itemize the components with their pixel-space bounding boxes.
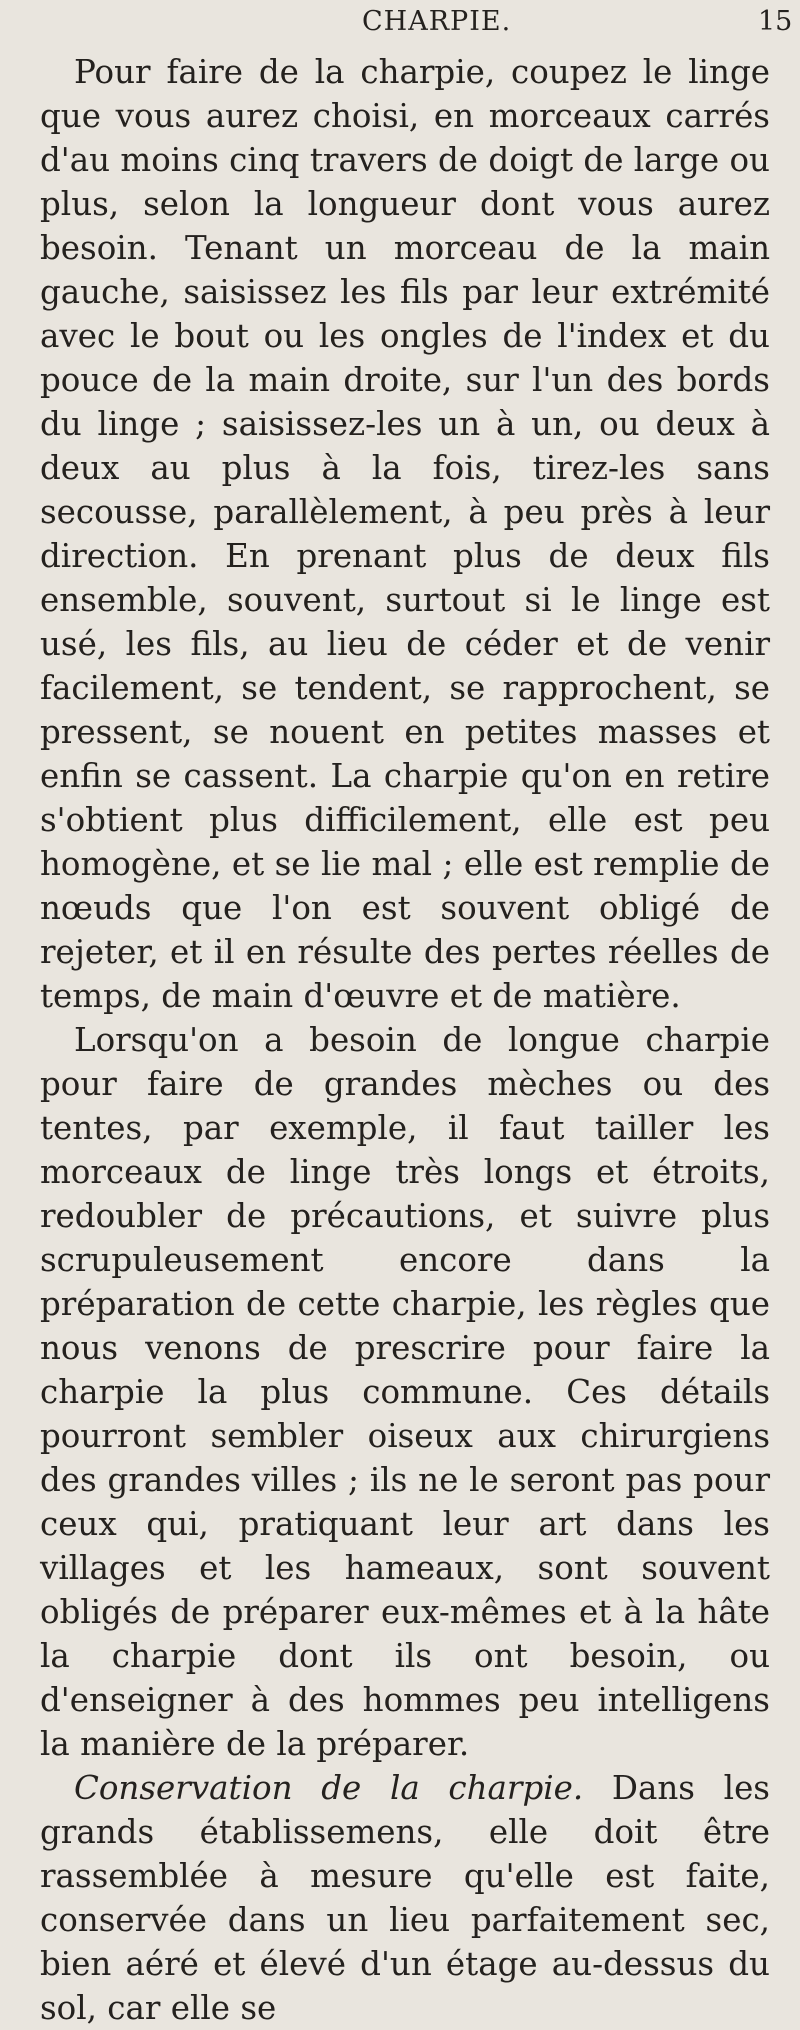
paragraph-3-text: Dans les grands établissemens, elle doit être rassemblée à mesure qu'elle est faite, conservée dans un lieu parfaitement sec, bien aéré et élevé d'un étage au-dessus du sol, car elle se <box>40 1769 770 2027</box>
running-head <box>40 0 793 50</box>
paragraph-2: Lorsqu'on a besoin de longue charpie pour faire de grandes mèches ou des tentes, par exemple, il faut tailler les morceaux de linge très longs et étroits, redoubler de précautions, et suivre plus scrupuleusement encore dans la préparation de cette charpie, les règles que nous venons de prescrire pour faire la charpie la plus commune. Ces détails pourront sembler oiseux aux chirurgiens des grandes villes ; ils ne le seront pas pour ceux qui, pratiquant leur art dans les villages et les hameaux, sont souvent obligés de préparer eux-mêmes et à la hâte la charpie dont ils ont besoin, ou d'enseigner à des hommes peu intelligens la manière de la préparer. <box>40 1021 770 1763</box>
body-text <box>40 50 770 2030</box>
running-title: CHARPIE. <box>362 6 512 37</box>
paragraph-3 <box>40 1766 770 2030</box>
page-number: 15 <box>758 6 793 37</box>
section-heading: Conservation de la charpie. <box>74 1769 584 1807</box>
paragraph-1: Pour faire de la charpie, coupez le linge que vous aurez choisi, en morceaux carrés d'au moins cinq travers de doigt de large ou plus, selon la longueur dont vous aurez besoin. Tenant un morceau de la main gauche, saisissez les fils par leur extrémité avec le bout ou les ongles de l'index et du pouce de la main droite, sur l'un des bords du linge ; saisissez-les un à un, ou deux à deux au plus à la fois, tirez-les sans secousse, parallèlement, à peu près à leur direction. En prenant plus de deux fils ensemble, souvent, surtout si le linge est usé, les fils, au lieu de céder et de venir facilement, se tendent, se rapprochent, se pressent, se nouent en petites masses et enfin se cassent. La charpie qu'on en retire s'obtient plus difficilement, elle est peu homogène, et se lie mal ; elle est remplie de nœuds que l'on est souvent obligé de rejeter, et il en résulte des pertes réelles de temps, de main d'œuvre et de matière. <box>40 53 770 1015</box>
